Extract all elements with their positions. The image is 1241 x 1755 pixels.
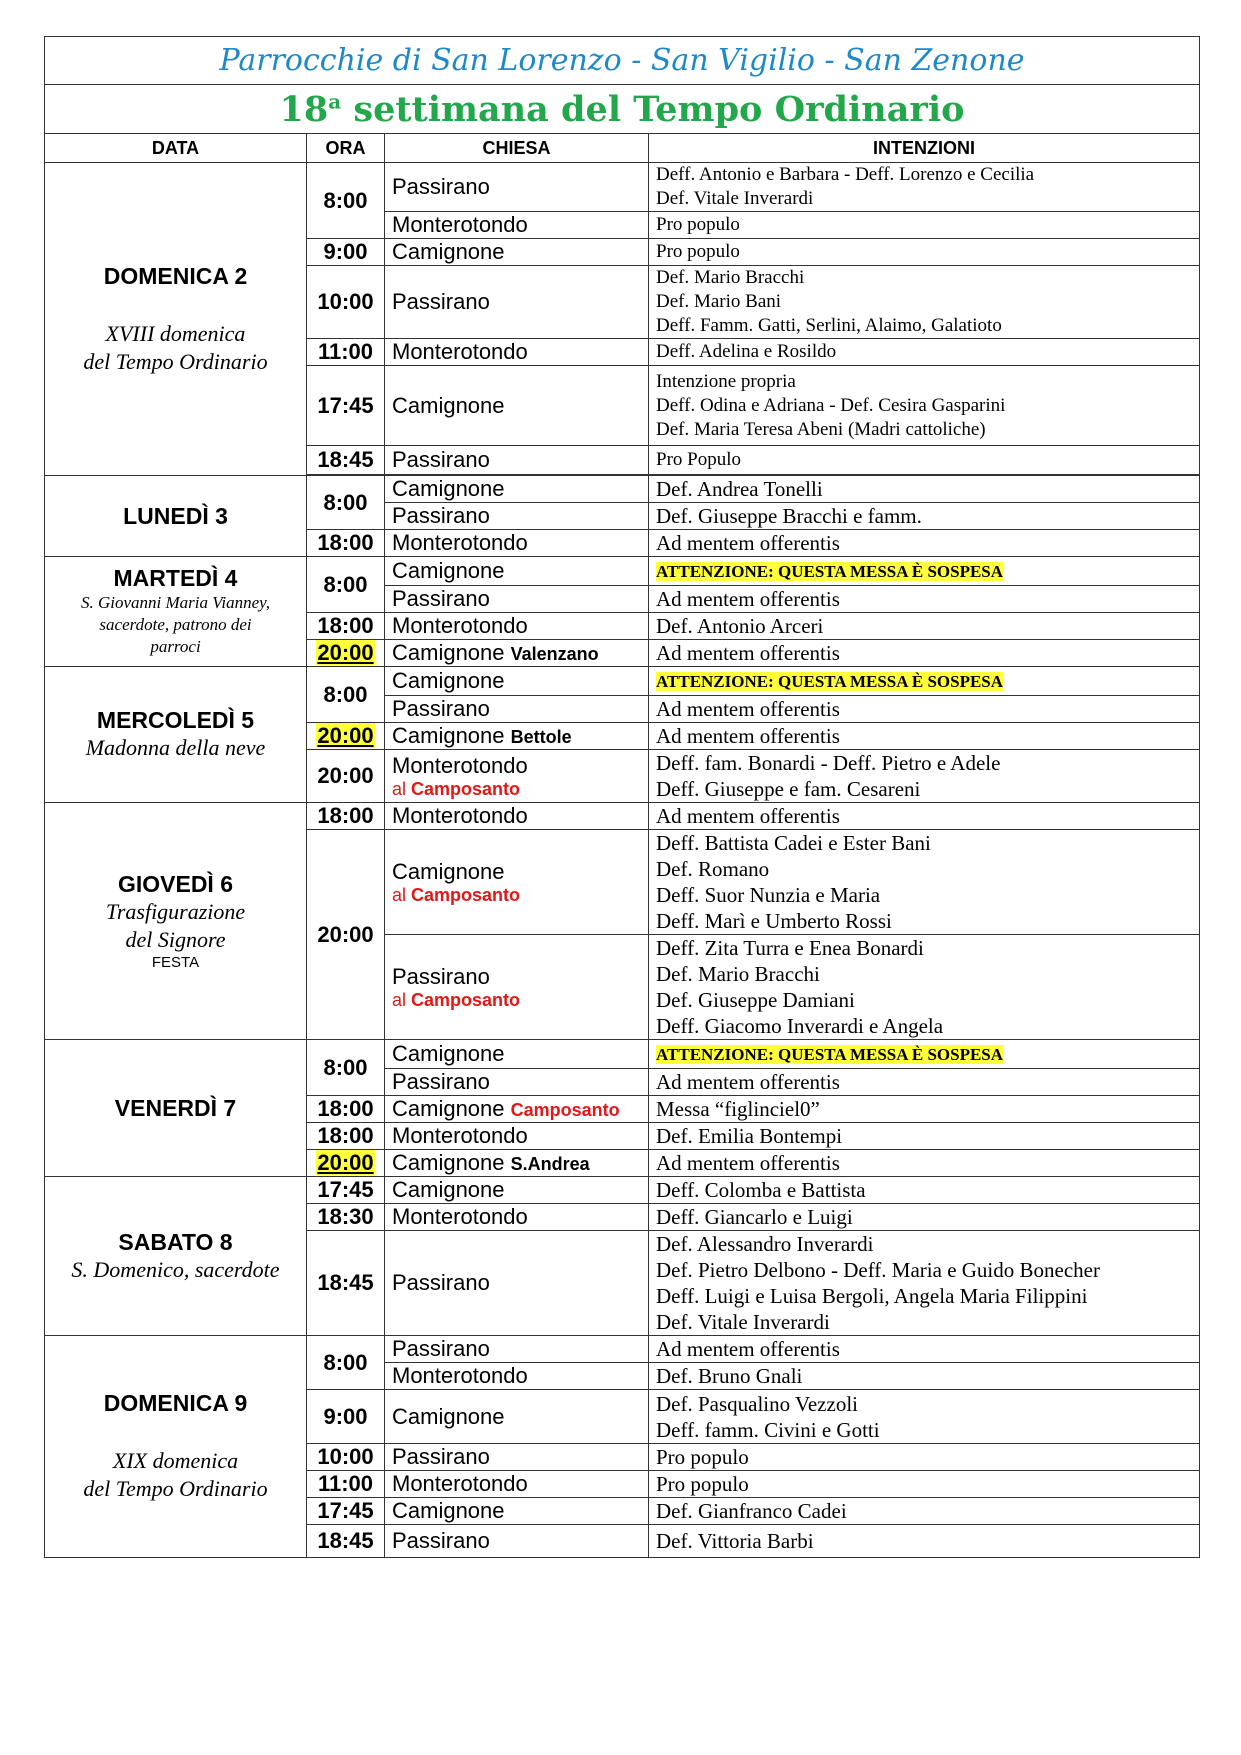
day-note: sacerdote, patrono dei bbox=[99, 615, 252, 634]
time-cell: 17:45 bbox=[307, 1177, 385, 1204]
intention-cell: Def. Giuseppe Bracchi e famm. bbox=[649, 503, 1200, 530]
week-suffix: a bbox=[328, 88, 342, 113]
church-cell: Camignone bbox=[385, 1390, 649, 1444]
intention-cell: Deff. Giancarlo e Luigi bbox=[649, 1204, 1200, 1231]
church-cell: Passirano bbox=[385, 1336, 649, 1363]
church-cell: Monterotondo bbox=[385, 1204, 649, 1231]
table-row bbox=[45, 557, 1200, 586]
day-note: Trasfigurazione bbox=[105, 899, 246, 924]
col-header-chiesa: CHIESA bbox=[385, 134, 649, 163]
day-cell bbox=[45, 476, 307, 557]
church-cell: Monterotondo bbox=[385, 530, 649, 557]
table-row bbox=[45, 803, 1200, 830]
time-cell: 18:00 bbox=[307, 1096, 385, 1123]
intention-cell: Intenzione propria Deff. Odina e Adriana - Def. Cesira Gasparini Def. Maria Teresa Abeni (Madri cattoliche) bbox=[649, 366, 1200, 446]
time-cell: 18:00 bbox=[307, 1123, 385, 1150]
church-location: Bettole bbox=[510, 727, 572, 747]
time-cell: 17:45 bbox=[307, 366, 385, 446]
time-cell bbox=[307, 1150, 385, 1177]
day-name: DOMENICA 2 bbox=[103, 262, 248, 289]
time-cell: 8:00 bbox=[307, 476, 385, 530]
church-location: al Camposanto bbox=[392, 778, 521, 799]
intention-cell: Def. Vittoria Barbi bbox=[649, 1525, 1200, 1558]
intention-cell: Ad mentem offerentis bbox=[649, 696, 1200, 723]
day-name: GIOVEDÌ 6 bbox=[117, 871, 234, 897]
church-cell: Passirano bbox=[385, 1444, 649, 1471]
schedule-page bbox=[44, 36, 1199, 1558]
time-cell: 18:45 bbox=[307, 1525, 385, 1558]
church-location: Camposanto bbox=[510, 1100, 620, 1120]
day-festa: FESTA bbox=[151, 954, 200, 971]
day-note: del Tempo Ordinario bbox=[83, 348, 268, 374]
church-cell: Camignone bbox=[385, 557, 649, 586]
highlighted-time: 20:00 bbox=[317, 723, 374, 748]
day-name: LUNEDÌ 3 bbox=[123, 502, 228, 529]
day-note: del Tempo Ordinario bbox=[83, 1476, 268, 1501]
intention-cell: Deff. Zita Turra e Enea Bonardi Def. Mario Bracchi Def. Giuseppe Damiani Deff. Giacomo Inverardi e Angela bbox=[649, 935, 1200, 1040]
time-cell: 11:00 bbox=[307, 1471, 385, 1498]
day-name: SABATO 8 bbox=[118, 1228, 233, 1255]
day-name: DOMENICA 9 bbox=[103, 1390, 248, 1416]
time-cell bbox=[307, 723, 385, 750]
intention-cell: Deff. fam. Bonardi - Deff. Pietro e Adele Deff. Giuseppe e fam. Cesareni bbox=[649, 750, 1200, 803]
church-cell: Passirano bbox=[385, 446, 649, 475]
church-cell: Monterotondo bbox=[385, 1471, 649, 1498]
day-note: XIX domenica bbox=[112, 1448, 239, 1473]
church-cell: Camignone Bettole bbox=[385, 723, 649, 750]
time-cell: 20:00 bbox=[307, 750, 385, 803]
time-cell: 8:00 bbox=[307, 163, 385, 239]
day-note: S. Domenico, sacerdote bbox=[71, 1256, 280, 1282]
intention-cell: Ad mentem offerentis bbox=[649, 1150, 1200, 1177]
time-cell: 18:00 bbox=[307, 530, 385, 557]
church-cell: Camignone bbox=[385, 239, 649, 266]
intention-cell: Ad mentem offerentis bbox=[649, 803, 1200, 830]
church-cell: Camignone al Camposanto bbox=[385, 830, 649, 935]
church-cell: Camignone bbox=[385, 366, 649, 446]
highlighted-time: 20:00 bbox=[317, 640, 374, 665]
church-cell: Monterotondo bbox=[385, 1123, 649, 1150]
church-cell: Passirano bbox=[385, 163, 649, 212]
intention-cell: Def. Bruno Gnali bbox=[649, 1363, 1200, 1390]
church-location: Valenzano bbox=[510, 644, 599, 664]
mass-schedule-table bbox=[44, 36, 1200, 1558]
intention-cell: Pro Populo bbox=[649, 446, 1200, 475]
time-cell: 9:00 bbox=[307, 1390, 385, 1444]
intention-cell: Ad mentem offerentis bbox=[649, 640, 1200, 667]
intention-cell: Ad mentem offerentis bbox=[649, 1069, 1200, 1096]
church-cell: Passirano bbox=[385, 1069, 649, 1096]
day-name: MARTEDÌ 4 bbox=[113, 565, 238, 591]
intention-cell: Ad mentem offerentis bbox=[649, 1336, 1200, 1363]
week-title bbox=[45, 85, 1200, 134]
church-cell: Passirano bbox=[385, 696, 649, 723]
church-cell: Monterotondo al Camposanto bbox=[385, 750, 649, 803]
day-cell bbox=[45, 1177, 307, 1336]
church-cell: Camignone bbox=[385, 667, 649, 696]
church-cell: Passirano bbox=[385, 266, 649, 339]
church-cell: Passirano bbox=[385, 1231, 649, 1336]
intention-cell bbox=[649, 667, 1200, 696]
church-cell: Camignone S.Andrea bbox=[385, 1150, 649, 1177]
church-cell: Monterotondo bbox=[385, 613, 649, 640]
day-cell bbox=[45, 1336, 307, 1558]
table-row bbox=[45, 1177, 1200, 1204]
time-cell: 18:45 bbox=[307, 446, 385, 475]
intention-cell: Def. Emilia Bontempi bbox=[649, 1123, 1200, 1150]
col-header-data: DATA bbox=[45, 134, 307, 163]
time-cell: 18:00 bbox=[307, 803, 385, 830]
time-cell: 20:00 bbox=[307, 830, 385, 1040]
church-cell: Camignone bbox=[385, 1040, 649, 1069]
intention-cell: Deff. Adelina e Rosildo bbox=[649, 339, 1200, 366]
church-cell: Passirano al Camposanto bbox=[385, 935, 649, 1040]
day-cell bbox=[45, 667, 307, 803]
week-title-text: settimana del Tempo Ordinario bbox=[353, 88, 965, 130]
suspended-notice: ATTENZIONE: QUESTA MESSA È SOSPESA bbox=[656, 562, 1004, 581]
intention-cell: Pro populo bbox=[649, 212, 1200, 239]
table-row bbox=[45, 163, 1200, 212]
church-cell: Monterotondo bbox=[385, 339, 649, 366]
intention-cell: Def. Gianfranco Cadei bbox=[649, 1498, 1200, 1525]
time-cell: 10:00 bbox=[307, 1444, 385, 1471]
intention-cell: Messa “figlinciel0” bbox=[649, 1096, 1200, 1123]
day-cell bbox=[45, 163, 307, 476]
church-location: al Camposanto bbox=[392, 884, 521, 905]
day-note: XVIII domenica bbox=[105, 320, 246, 346]
time-cell: 8:00 bbox=[307, 557, 385, 613]
church-cell: Camignone bbox=[385, 1177, 649, 1204]
intention-cell: Pro populo bbox=[649, 1444, 1200, 1471]
parishes-title: Parrocchie di San Lorenzo - San Vigilio - San Zenone bbox=[45, 37, 1200, 85]
suspended-notice: ATTENZIONE: QUESTA MESSA È SOSPESA bbox=[656, 672, 1004, 691]
intention-cell: Deff. Antonio e Barbara - Deff. Lorenzo e Cecilia Def. Vitale Inverardi bbox=[649, 163, 1200, 212]
intention-cell: Def. Antonio Arceri bbox=[649, 613, 1200, 640]
intention-cell: Ad mentem offerentis bbox=[649, 723, 1200, 750]
highlighted-time: 20:00 bbox=[317, 1150, 374, 1175]
week-number: 18 bbox=[279, 88, 329, 130]
day-note: parroci bbox=[150, 637, 201, 656]
time-cell: 18:30 bbox=[307, 1204, 385, 1231]
intention-cell bbox=[649, 557, 1200, 586]
intention-cell: Pro populo bbox=[649, 1471, 1200, 1498]
church-cell: Passirano bbox=[385, 586, 649, 613]
time-cell: 18:00 bbox=[307, 613, 385, 640]
church-cell: Camignone Camposanto bbox=[385, 1096, 649, 1123]
intention-cell: Deff. Colomba e Battista bbox=[649, 1177, 1200, 1204]
table-row bbox=[45, 1040, 1200, 1069]
day-note: S. Giovanni Maria Vianney, bbox=[80, 593, 271, 612]
intention-cell: Def. Alessandro Inverardi Def. Pietro Delbono - Deff. Maria e Guido Bonecher Deff. Luigi e Luisa Bergoli, Angela Maria Filippini Def. Vitale Inverardi bbox=[649, 1231, 1200, 1336]
time-cell: 8:00 bbox=[307, 1040, 385, 1096]
church-cell: Monterotondo bbox=[385, 803, 649, 830]
church-cell: Monterotondo bbox=[385, 1363, 649, 1390]
church-cell: Camignone bbox=[385, 476, 649, 503]
table-row bbox=[45, 667, 1200, 696]
day-cell bbox=[45, 557, 307, 667]
church-location: S.Andrea bbox=[510, 1154, 590, 1174]
day-cell bbox=[45, 803, 307, 1040]
church-location: al Camposanto bbox=[392, 989, 521, 1010]
day-name: MERCOLEDÌ 5 bbox=[96, 707, 255, 733]
time-cell bbox=[307, 640, 385, 667]
col-header-intenzioni: INTENZIONI bbox=[649, 134, 1200, 163]
intention-cell: Deff. Battista Cadei e Ester Bani Def. Romano Deff. Suor Nunzia e Maria Deff. Marì e Umberto Rossi bbox=[649, 830, 1200, 935]
time-cell: 17:45 bbox=[307, 1498, 385, 1525]
table-row bbox=[45, 1336, 1200, 1363]
intention-cell: Ad mentem offerentis bbox=[649, 586, 1200, 613]
time-cell: 8:00 bbox=[307, 667, 385, 723]
church-cell: Camignone Valenzano bbox=[385, 640, 649, 667]
time-cell: 10:00 bbox=[307, 266, 385, 339]
time-cell: 9:00 bbox=[307, 239, 385, 266]
church-cell: Camignone bbox=[385, 1498, 649, 1525]
church-cell: Monterotondo bbox=[385, 212, 649, 239]
col-header-ora: ORA bbox=[307, 134, 385, 163]
suspended-notice: ATTENZIONE: QUESTA MESSA È SOSPESA bbox=[656, 1045, 1004, 1064]
time-cell: 11:00 bbox=[307, 339, 385, 366]
day-cell bbox=[45, 1040, 307, 1177]
intention-cell bbox=[649, 1040, 1200, 1069]
intention-cell: Def. Andrea Tonelli bbox=[649, 476, 1200, 503]
table-row bbox=[45, 476, 1200, 503]
intention-cell: Pro populo bbox=[649, 239, 1200, 266]
day-note: Madonna della neve bbox=[85, 735, 266, 760]
intention-cell: Ad mentem offerentis bbox=[649, 530, 1200, 557]
time-cell: 18:45 bbox=[307, 1231, 385, 1336]
church-cell: Passirano bbox=[385, 503, 649, 530]
time-cell: 8:00 bbox=[307, 1336, 385, 1390]
intention-cell: Def. Mario Bracchi Def. Mario Bani Deff. Famm. Gatti, Serlini, Alaimo, Galatioto bbox=[649, 266, 1200, 339]
intention-cell: Def. Pasqualino Vezzoli Deff. famm. Civini e Gotti bbox=[649, 1390, 1200, 1444]
day-note: del Signore bbox=[125, 927, 226, 952]
church-cell: Passirano bbox=[385, 1525, 649, 1558]
day-name: VENERDÌ 7 bbox=[114, 1094, 237, 1121]
